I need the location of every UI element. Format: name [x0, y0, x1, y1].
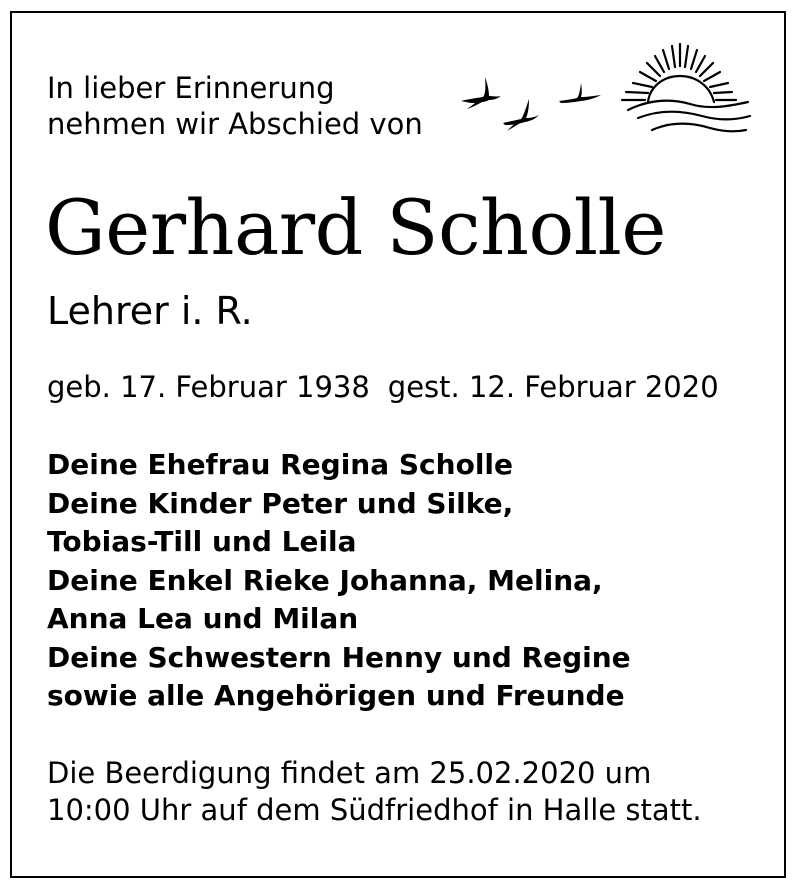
mourner-line: Deine Schwestern Henny und Regine	[47, 640, 631, 674]
mourner-line: Deine Ehefrau Regina Scholle	[47, 448, 514, 481]
intro-line-2: nehmen wir Abschied von	[47, 107, 423, 141]
intro-line-1: In lieber Erinnerung	[47, 71, 335, 105]
funeral-line-1: Die Beerdigung findet am 25.02.2020 um	[47, 756, 652, 790]
birth-date: geb. 17. Februar 1938	[47, 370, 370, 404]
life-dates	[47, 368, 719, 406]
sunset-hills-icon	[618, 40, 753, 140]
mourner-line: Deine Enkel Rieke Johanna, Melina,	[47, 563, 603, 597]
mourner-line: Anna Lea und Milan	[47, 602, 359, 635]
mourners-list	[47, 446, 631, 716]
deceased-name: Gerhard Scholle	[45, 183, 666, 272]
flying-birds-icon	[455, 65, 615, 135]
mourner-line: sowie alle Angehörigen und Freunde	[47, 679, 625, 712]
deceased-profession: Lehrer i. R.	[47, 289, 253, 333]
mourner-line: Deine Kinder Peter und Silke,	[47, 486, 514, 520]
intro-text	[47, 70, 423, 142]
mourner-line: Tobias-Till und Leila	[47, 525, 357, 558]
funeral-line-2: 10:00 Uhr auf dem Südfriedhof in Halle statt.	[47, 793, 702, 827]
funeral-info	[47, 755, 702, 829]
death-date: gest. 12. Februar 2020	[387, 370, 719, 404]
